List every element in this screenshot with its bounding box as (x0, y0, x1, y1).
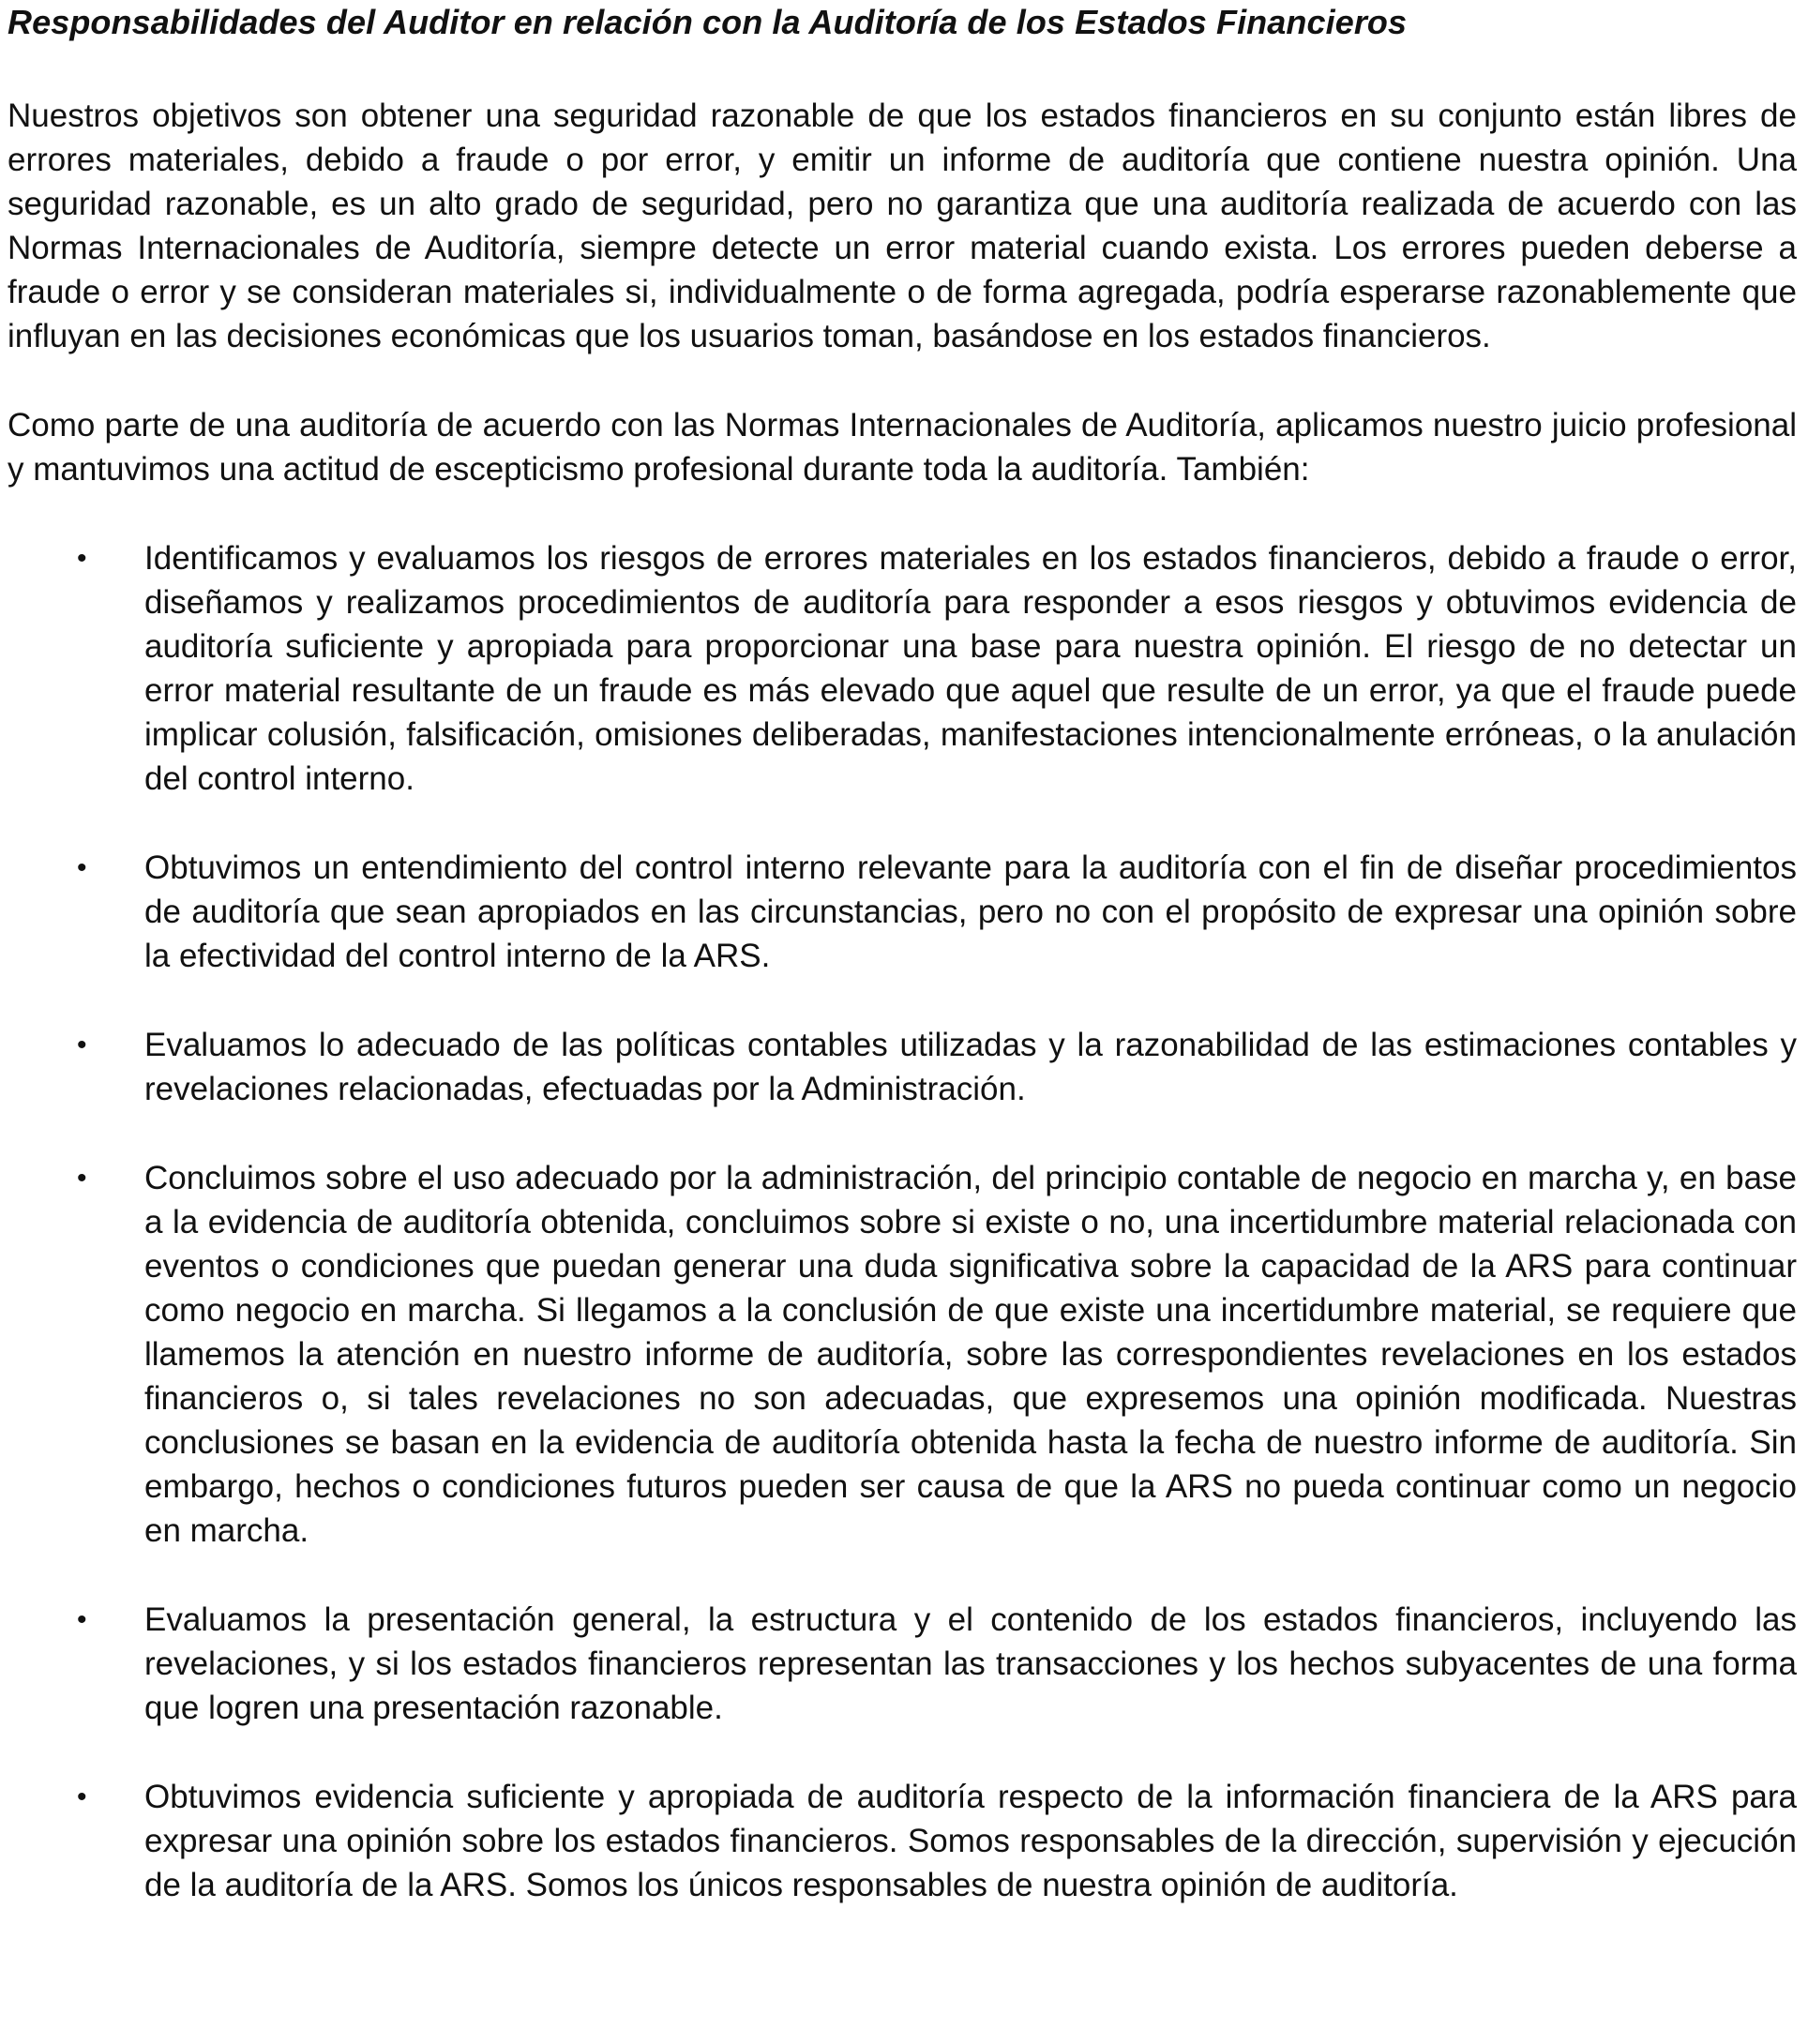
list-item (8, 1598, 1800, 1730)
paragraph-objectives: Nuestros objetivos son obtener una seguridad razonable de que los estados financieros en su conjunto están libres de errores materiales, debido a fraude o por error, y emitir un informe de auditoría que contiene nuestra opinión. Una seguridad razonable, es un alto grado de seguridad, pero no garantiza que una auditoría realizada de acuerdo con las Normas Internacionales de Auditoría, siempre detecte un error material cuando exista. Los errores pueden deberse a fraude o error y se consideran materiales si, individualmente o de forma agregada, podría esperarse razonablemente que influyan en las decisiones económicas que los usuarios toman, basándose en los estados financieros. (8, 98, 1797, 354)
list-item-text: Evaluamos lo adecuado de las políticas contables utilizadas y la razonabilidad de las estimaciones contables y revelaciones relacionadas, efectuadas por la Administración. (144, 1027, 1797, 1107)
document-page (8, 0, 1800, 1952)
bullet-icon: • (77, 543, 87, 574)
list-item (8, 1775, 1800, 1907)
bullet-icon: • (77, 1604, 87, 1635)
responsibilities-list (8, 536, 1800, 1907)
list-item (8, 846, 1800, 978)
bullet-icon: • (77, 1030, 87, 1060)
list-item (8, 536, 1800, 801)
list-item-text: Concluimos sobre el uso adecuado por la administración, del principio contable de negocio en marcha y, en base a la evidencia de auditoría obtenida, concluimos sobre si existe o no, una incertidumbre material relacionada con eventos o condiciones que puedan generar una duda significativa sobre la capacidad de la ARS para continuar como negocio en marcha. Si llegamos a la conclusión de que existe una incertidumbre material, se requiere que llamemos la atención en nuestro informe de auditoría, sobre las correspondientes revelaciones en los estados financieros o, si tales revelaciones no son adecuadas, que expresemos una opinión modificada. Nuestras conclusiones se basan en la evidencia de auditoría obtenida hasta la fecha de nuestro informe de auditoría. Sin embargo, hechos o condiciones futuros pueden ser causa de que la ARS no pueda continuar como un negocio en marcha. (144, 1160, 1797, 1549)
paragraph-audit-scope: Como parte de una auditoría de acuerdo con las Normas Internacionales de Auditoría, aplicamos nuestro juicio profesional y mantuvimos una actitud de escepticismo profesional durante toda la auditoría. También: (8, 407, 1797, 488)
list-item (8, 1023, 1800, 1111)
list-item-text: Evaluamos la presentación general, la estructura y el contenido de los estados financieros, incluyendo las revelaciones, y si los estados financieros representan las transacciones y los hechos subyacentes de una forma que logren una presentación razonable. (144, 1601, 1797, 1726)
list-item-text: Identificamos y evaluamos los riesgos de errores materiales en los estados financieros, debido a fraude o error, diseñamos y realizamos procedimientos de auditoría para responder a esos riesgos y obtuvimos evidencia de auditoría suficiente y apropiada para proporcionar una base para nuestra opinión. El riesgo de no detectar un error material resultante de un fraude es más elevado que aquel que resulte de un error, ya que el fraude puede implicar colusión, falsificación, omisiones deliberadas, manifestaciones intencionalmente erróneas, o la anulación del control interno. (144, 540, 1797, 797)
list-item-text: Obtuvimos evidencia suficiente y apropiada de auditoría respecto de la información financiera de la ARS para expresar una opinión sobre los estados financieros. Somos responsables de la dirección, supervisión y ejecución de la auditoría de la ARS. Somos los únicos responsables de nuestra opinión de auditoría. (144, 1779, 1797, 1903)
bullet-icon: • (77, 1781, 87, 1812)
list-item (8, 1156, 1800, 1553)
list-item-text: Obtuvimos un entendimiento del control interno relevante para la auditoría con el fin de diseñar procedimientos de auditoría que sean apropiados en las circunstancias, pero no con el propósito de expresar una opinión sobre la efectividad del control interno de la ARS. (144, 849, 1797, 974)
section-title: Responsabilidades del Auditor en relación con la Auditoría de los Estados Financieros (8, 3, 1408, 41)
bullet-icon: • (77, 852, 87, 883)
bullet-icon: • (77, 1163, 87, 1194)
